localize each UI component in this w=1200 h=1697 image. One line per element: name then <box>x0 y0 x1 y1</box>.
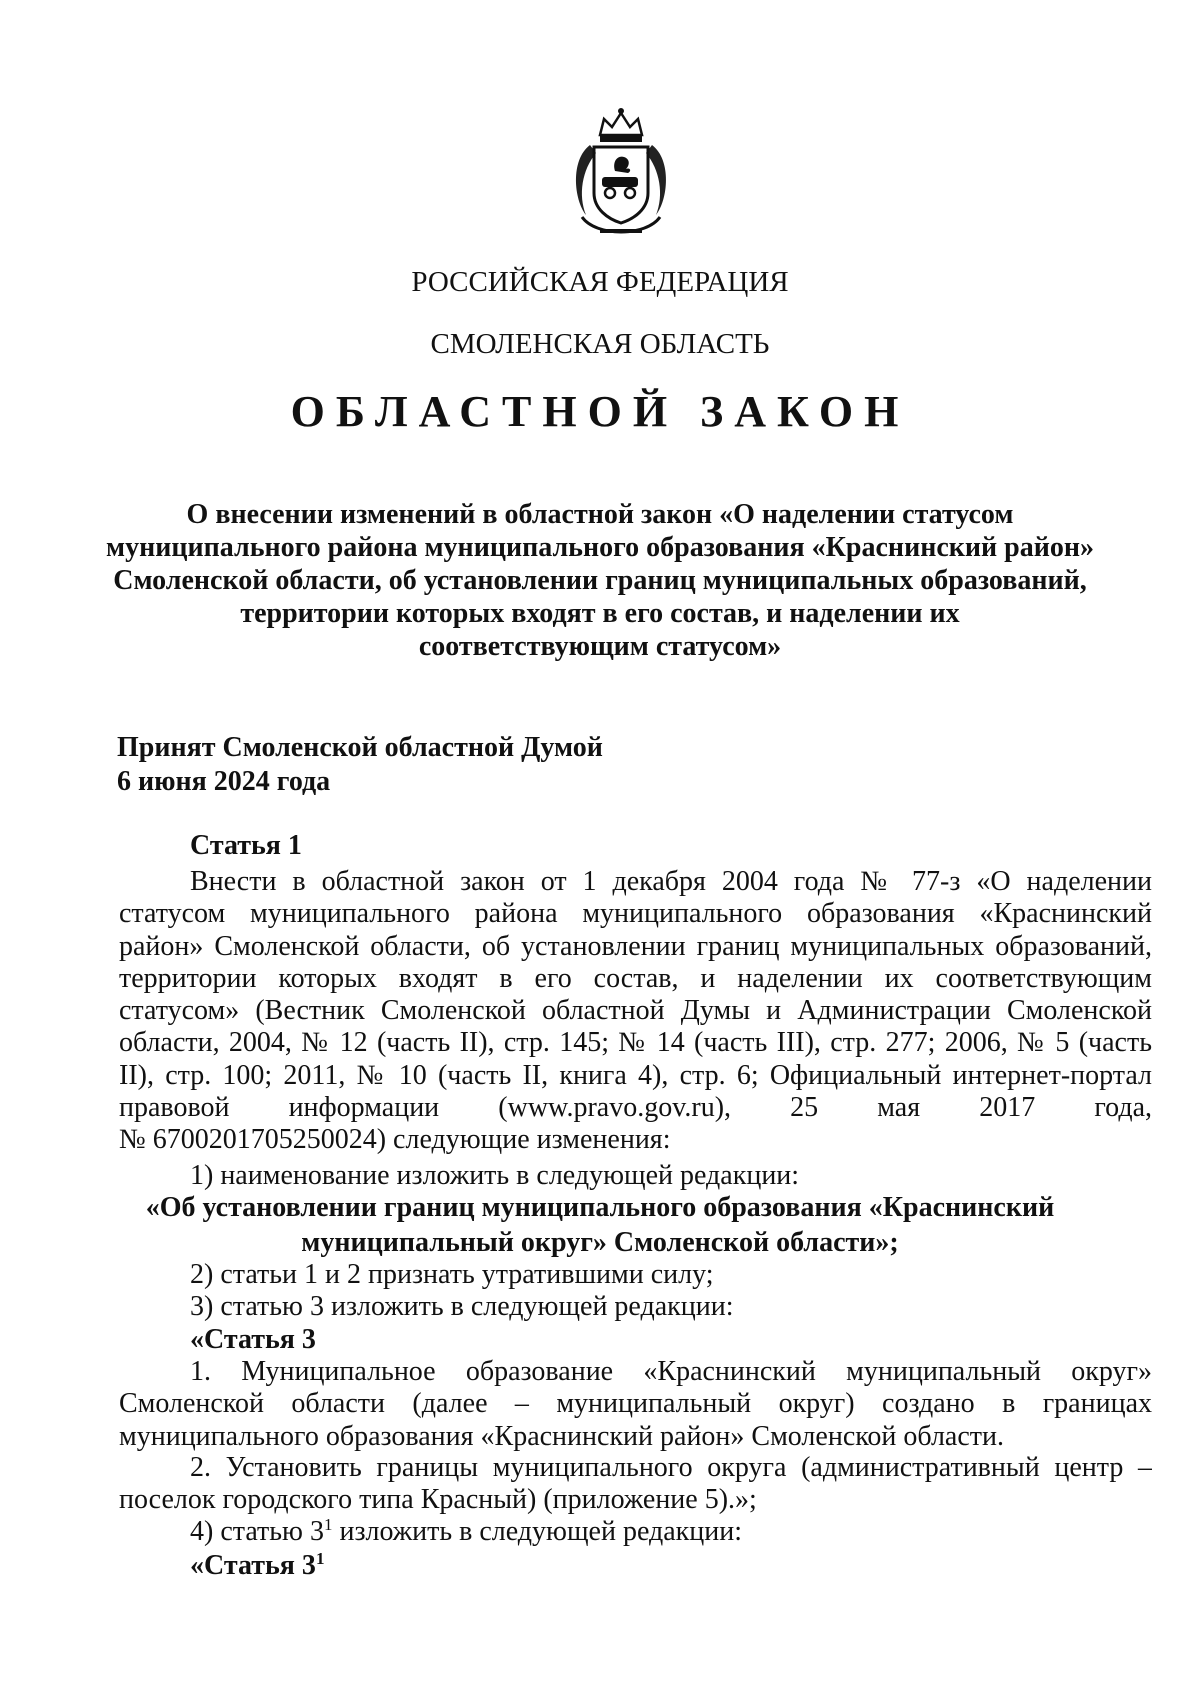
new-title-line: «Об установлении границ муниципального образования «Краснинский <box>145 1192 1055 1223</box>
article-1-heading: Статья 1 <box>190 830 302 861</box>
article-3-paragraph-2 <box>119 1452 1152 1517</box>
article-3-paragraph-1 <box>119 1356 1152 1453</box>
text-line: муниципального образования «Краснинский район» Смоленской области. <box>119 1420 1005 1452</box>
title-line: О внесении изменений в областной закон «О наделении статусом <box>186 499 1014 530</box>
adopted-by: Принят Смоленской областной Думой <box>117 732 603 763</box>
article-3-heading: «Статья 3 <box>190 1324 316 1355</box>
text-line: поселок городского типа Красный) (приложение 5).»; <box>119 1484 757 1516</box>
title-line: Смоленской области, об установлении границ муниципальных образований, <box>113 565 1087 596</box>
text-line: Смоленской области (далее – муниципальный округ) создано в границах <box>119 1388 1152 1420</box>
text-line: район» Смоленской области, об установлении границ муниципальных образований, <box>119 930 1152 962</box>
region-name: СМОЛЕНСКАЯ ОБЛАСТЬ <box>430 328 770 360</box>
item-4-text-end: изложить в следующей редакции: <box>332 1516 743 1547</box>
article-1-intro <box>119 866 1152 1157</box>
document-type: ОБЛАСТНОЙ ЗАКОН <box>290 387 910 436</box>
text-line: № 6700201705250024) следующие изменения: <box>119 1124 671 1156</box>
new-title-line: муниципальный округ» Смоленской области»; <box>301 1227 899 1258</box>
title-line: соответствующим статусом» <box>418 631 782 662</box>
text-line: области, 2004, № 12 (часть II), стр. 145; № 14 (часть III), стр. 277; 2006, № 5 (часть <box>119 1027 1152 1059</box>
title-line: муниципального района муниципального образования «Краснинский район» <box>106 532 1094 563</box>
title-line: территории которых входят в его состав, и наделении их <box>240 598 960 629</box>
country-name: РОССИЙСКАЯ ФЕДЕРАЦИЯ <box>411 266 789 298</box>
adoption-note <box>117 731 603 799</box>
article-3-1-label: «Статья 3 <box>190 1550 316 1581</box>
coat-of-arms-icon <box>560 105 682 245</box>
text-line: правовой информации (www.pravo.gov.ru), 25 мая 2017 года, <box>119 1092 1152 1124</box>
item-1: 1) наименование изложить в следующей редакции: <box>190 1160 800 1191</box>
text-line: Внести в областной закон от 1 декабря 2004 года № 77-з «О наделении <box>190 866 1152 897</box>
item-4-superscript: 1 <box>323 1515 333 1534</box>
article-3-1-heading <box>190 1550 324 1582</box>
text-line: территории которых входят в его состав, и наделении их соответствующим <box>119 962 1152 994</box>
item-2: 2) статьи 1 и 2 признать утратившими силу; <box>190 1259 714 1290</box>
adoption-date: 6 июня 2024 года <box>117 766 331 797</box>
item-4 <box>190 1516 742 1548</box>
item-3: 3) статью 3 изложить в следующей редакции: <box>190 1291 734 1322</box>
text-line: 1. Муниципальное образование «Краснинский муниципальный округ» <box>190 1356 1152 1387</box>
article-3-1-superscript: 1 <box>315 1549 325 1568</box>
law-title <box>0 498 1200 663</box>
text-line: статусом» (Вестник Смоленской областной Думы и Администрации Смоленской <box>119 995 1152 1027</box>
text-line: II), стр. 100; 2011, № 10 (часть II, книга 4), стр. 6; Официальный интернет-портал <box>119 1059 1152 1091</box>
item-4-text: 4) статью 3 <box>190 1516 324 1547</box>
text-line: статусом муниципального района муниципального образования «Краснинский <box>119 898 1152 930</box>
text-line: 2. Установить границы муниципального округа (административный центр – <box>190 1452 1152 1483</box>
